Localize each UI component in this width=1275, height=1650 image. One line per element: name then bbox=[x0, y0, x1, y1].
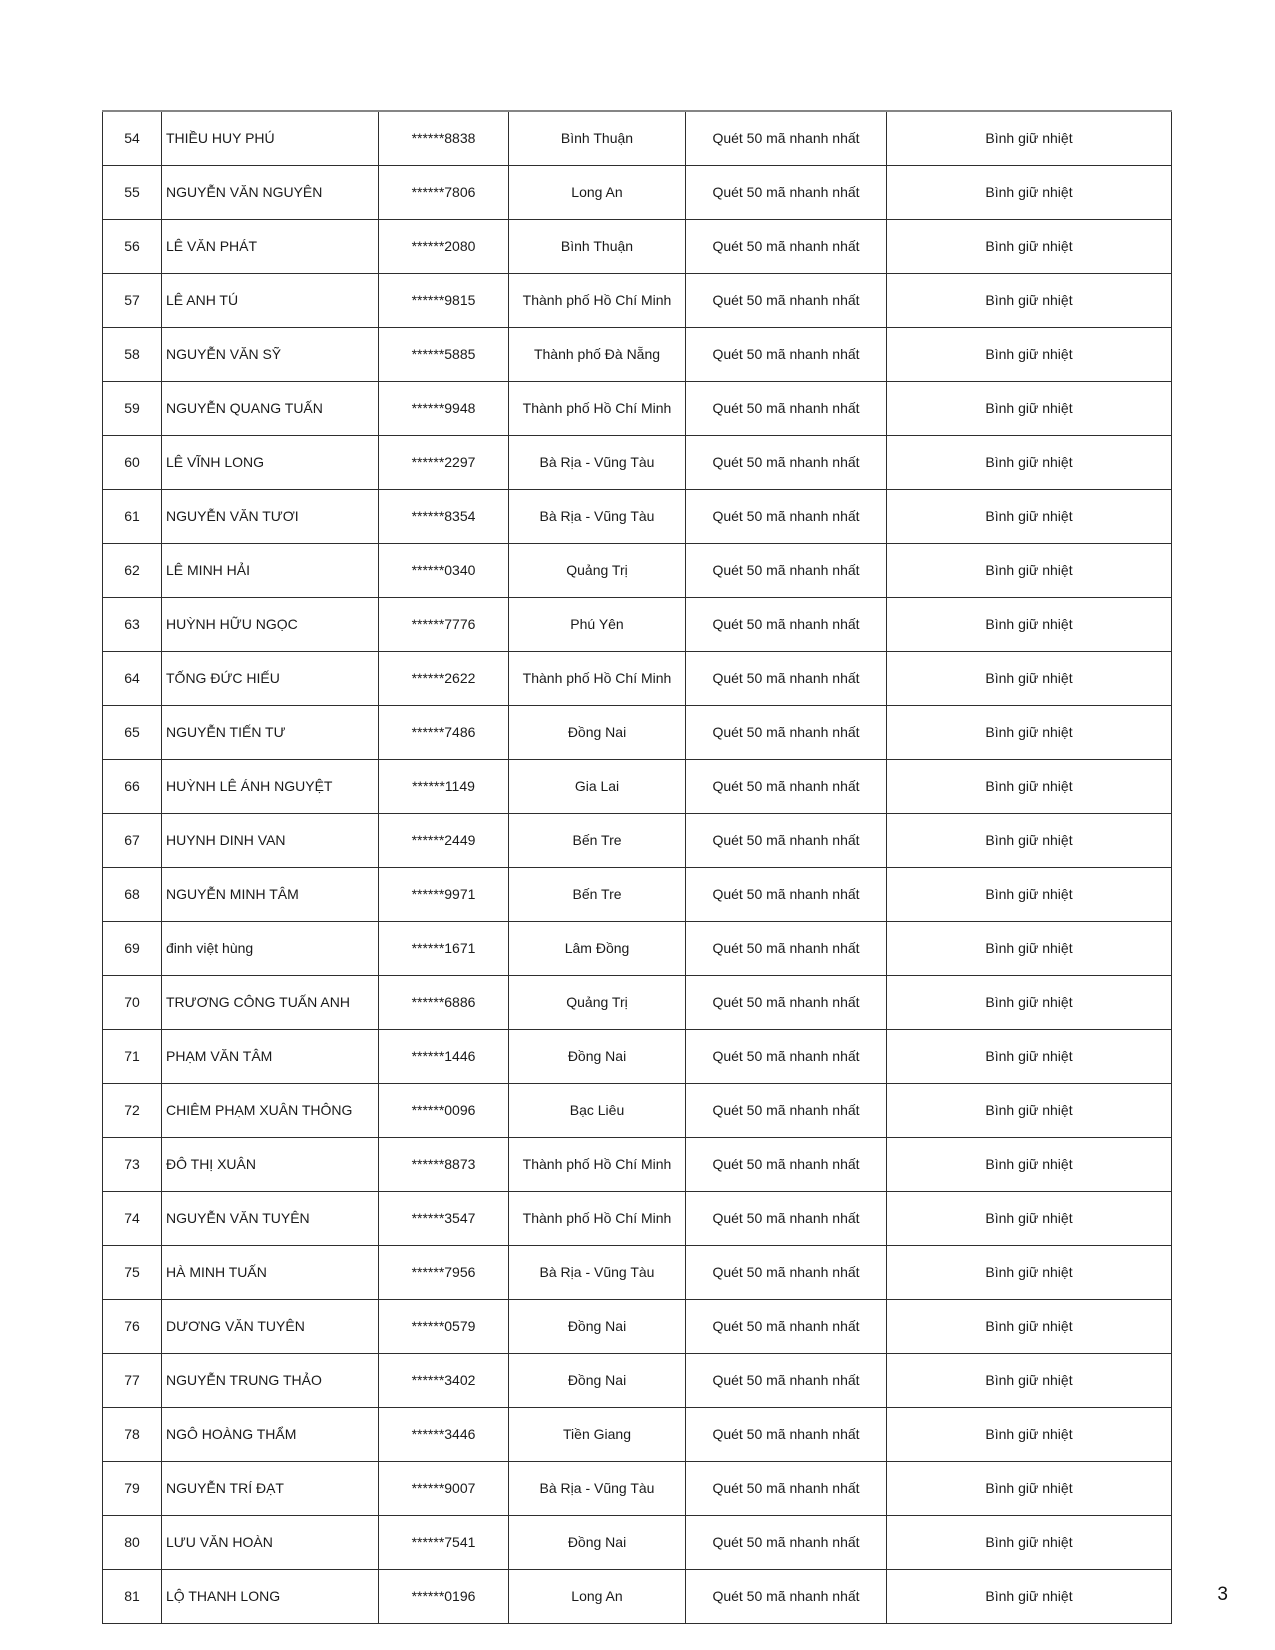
cell-winner-name: NGÔ HOÀNG THẨM bbox=[162, 1408, 379, 1462]
table-row bbox=[103, 382, 1172, 436]
table-row bbox=[103, 490, 1172, 544]
cell-winner-name: TRƯƠNG CÔNG TUẤN ANH bbox=[162, 976, 379, 1030]
cell-row-number: 71 bbox=[103, 1030, 162, 1084]
cell-winner-name: HUỲNH LÊ ÁNH NGUYỆT bbox=[162, 760, 379, 814]
cell-prize: Bình giữ nhiệt bbox=[887, 1462, 1172, 1516]
cell-criteria: Quét 50 mã nhanh nhất bbox=[686, 868, 887, 922]
cell-province: Đồng Nai bbox=[509, 1516, 686, 1570]
cell-province: Bình Thuận bbox=[509, 220, 686, 274]
cell-criteria: Quét 50 mã nhanh nhất bbox=[686, 1300, 887, 1354]
cell-prize: Bình giữ nhiệt bbox=[887, 598, 1172, 652]
cell-masked-phone: ******7541 bbox=[379, 1516, 509, 1570]
table-row bbox=[103, 1030, 1172, 1084]
cell-criteria: Quét 50 mã nhanh nhất bbox=[686, 166, 887, 220]
cell-row-number: 60 bbox=[103, 436, 162, 490]
cell-masked-phone: ******8873 bbox=[379, 1138, 509, 1192]
winners-table-body bbox=[103, 111, 1172, 1624]
cell-winner-name: LƯU VĂN HOÀN bbox=[162, 1516, 379, 1570]
cell-province: Bình Thuận bbox=[509, 111, 686, 166]
cell-prize: Bình giữ nhiệt bbox=[887, 544, 1172, 598]
cell-prize: Bình giữ nhiệt bbox=[887, 166, 1172, 220]
cell-masked-phone: ******0196 bbox=[379, 1570, 509, 1624]
cell-winner-name: NGUYỄN VĂN NGUYÊN bbox=[162, 166, 379, 220]
cell-masked-phone: ******2449 bbox=[379, 814, 509, 868]
cell-row-number: 70 bbox=[103, 976, 162, 1030]
table-row bbox=[103, 922, 1172, 976]
cell-winner-name: DƯƠNG VĂN TUYÊN bbox=[162, 1300, 379, 1354]
cell-masked-phone: ******1446 bbox=[379, 1030, 509, 1084]
cell-row-number: 58 bbox=[103, 328, 162, 382]
cell-winner-name: THIỀU HUY PHÚ bbox=[162, 111, 379, 166]
cell-province: Đồng Nai bbox=[509, 1354, 686, 1408]
table-row bbox=[103, 814, 1172, 868]
cell-criteria: Quét 50 mã nhanh nhất bbox=[686, 922, 887, 976]
cell-criteria: Quét 50 mã nhanh nhất bbox=[686, 1246, 887, 1300]
cell-winner-name: NGUYỄN VĂN TƯƠI bbox=[162, 490, 379, 544]
cell-province: Bến Tre bbox=[509, 814, 686, 868]
cell-prize: Bình giữ nhiệt bbox=[887, 652, 1172, 706]
cell-prize: Bình giữ nhiệt bbox=[887, 706, 1172, 760]
winners-table bbox=[102, 110, 1172, 1624]
cell-province: Long An bbox=[509, 1570, 686, 1624]
cell-row-number: 57 bbox=[103, 274, 162, 328]
table-row bbox=[103, 1408, 1172, 1462]
cell-province: Thành phố Đà Nẵng bbox=[509, 328, 686, 382]
table-row bbox=[103, 1516, 1172, 1570]
cell-winner-name: đinh việt hùng bbox=[162, 922, 379, 976]
cell-province: Tiền Giang bbox=[509, 1408, 686, 1462]
cell-criteria: Quét 50 mã nhanh nhất bbox=[686, 1462, 887, 1516]
cell-prize: Bình giữ nhiệt bbox=[887, 868, 1172, 922]
cell-winner-name: LÊ VĨNH LONG bbox=[162, 436, 379, 490]
cell-winner-name: NGUYỄN TIẾN TƯ bbox=[162, 706, 379, 760]
cell-masked-phone: ******0579 bbox=[379, 1300, 509, 1354]
cell-criteria: Quét 50 mã nhanh nhất bbox=[686, 111, 887, 166]
cell-masked-phone: ******1149 bbox=[379, 760, 509, 814]
cell-criteria: Quét 50 mã nhanh nhất bbox=[686, 1354, 887, 1408]
cell-province: Gia Lai bbox=[509, 760, 686, 814]
cell-province: Đồng Nai bbox=[509, 706, 686, 760]
cell-prize: Bình giữ nhiệt bbox=[887, 1300, 1172, 1354]
table-row bbox=[103, 652, 1172, 706]
cell-winner-name: HÀ MINH TUẤN bbox=[162, 1246, 379, 1300]
cell-masked-phone: ******7486 bbox=[379, 706, 509, 760]
table-row bbox=[103, 1138, 1172, 1192]
cell-province: Đồng Nai bbox=[509, 1300, 686, 1354]
table-row bbox=[103, 436, 1172, 490]
cell-winner-name: HUỲNH HỮU NGỌC bbox=[162, 598, 379, 652]
cell-winner-name: NGUYỄN TRUNG THẢO bbox=[162, 1354, 379, 1408]
cell-prize: Bình giữ nhiệt bbox=[887, 1354, 1172, 1408]
cell-winner-name: LÊ ANH TÚ bbox=[162, 274, 379, 328]
cell-row-number: 62 bbox=[103, 544, 162, 598]
cell-masked-phone: ******2080 bbox=[379, 220, 509, 274]
cell-winner-name: NGUYỄN MINH TÂM bbox=[162, 868, 379, 922]
cell-winner-name: LỘ THANH LONG bbox=[162, 1570, 379, 1624]
cell-row-number: 65 bbox=[103, 706, 162, 760]
cell-criteria: Quét 50 mã nhanh nhất bbox=[686, 760, 887, 814]
cell-row-number: 64 bbox=[103, 652, 162, 706]
cell-row-number: 73 bbox=[103, 1138, 162, 1192]
cell-row-number: 78 bbox=[103, 1408, 162, 1462]
cell-criteria: Quét 50 mã nhanh nhất bbox=[686, 652, 887, 706]
table-row bbox=[103, 1354, 1172, 1408]
table-row bbox=[103, 544, 1172, 598]
cell-masked-phone: ******5885 bbox=[379, 328, 509, 382]
cell-criteria: Quét 50 mã nhanh nhất bbox=[686, 1138, 887, 1192]
cell-province: Thành phố Hồ Chí Minh bbox=[509, 274, 686, 328]
cell-masked-phone: ******2297 bbox=[379, 436, 509, 490]
cell-criteria: Quét 50 mã nhanh nhất bbox=[686, 544, 887, 598]
cell-prize: Bình giữ nhiệt bbox=[887, 1138, 1172, 1192]
cell-masked-phone: ******1671 bbox=[379, 922, 509, 976]
cell-province: Bà Rịa - Vũng Tàu bbox=[509, 1246, 686, 1300]
cell-winner-name: NGUYỄN VĂN SỸ bbox=[162, 328, 379, 382]
table-row bbox=[103, 274, 1172, 328]
cell-criteria: Quét 50 mã nhanh nhất bbox=[686, 490, 887, 544]
cell-masked-phone: ******3547 bbox=[379, 1192, 509, 1246]
cell-row-number: 77 bbox=[103, 1354, 162, 1408]
cell-winner-name: NGUYỄN TRÍ ĐẠT bbox=[162, 1462, 379, 1516]
cell-masked-phone: ******7776 bbox=[379, 598, 509, 652]
cell-masked-phone: ******0096 bbox=[379, 1084, 509, 1138]
table-row bbox=[103, 220, 1172, 274]
cell-criteria: Quét 50 mã nhanh nhất bbox=[686, 328, 887, 382]
cell-criteria: Quét 50 mã nhanh nhất bbox=[686, 382, 887, 436]
cell-row-number: 72 bbox=[103, 1084, 162, 1138]
table-row bbox=[103, 166, 1172, 220]
cell-prize: Bình giữ nhiệt bbox=[887, 1408, 1172, 1462]
cell-prize: Bình giữ nhiệt bbox=[887, 382, 1172, 436]
table-row bbox=[103, 1462, 1172, 1516]
table-row bbox=[103, 1246, 1172, 1300]
cell-row-number: 69 bbox=[103, 922, 162, 976]
cell-masked-phone: ******3446 bbox=[379, 1408, 509, 1462]
cell-prize: Bình giữ nhiệt bbox=[887, 220, 1172, 274]
cell-province: Phú Yên bbox=[509, 598, 686, 652]
cell-winner-name: CHIÊM PHẠM XUÂN THÔNG bbox=[162, 1084, 379, 1138]
cell-criteria: Quét 50 mã nhanh nhất bbox=[686, 976, 887, 1030]
cell-criteria: Quét 50 mã nhanh nhất bbox=[686, 1516, 887, 1570]
cell-province: Bạc Liêu bbox=[509, 1084, 686, 1138]
cell-winner-name: LÊ MINH HẢI bbox=[162, 544, 379, 598]
cell-row-number: 76 bbox=[103, 1300, 162, 1354]
cell-prize: Bình giữ nhiệt bbox=[887, 490, 1172, 544]
cell-winner-name: NGUYỄN VĂN TUYÊN bbox=[162, 1192, 379, 1246]
cell-row-number: 68 bbox=[103, 868, 162, 922]
table-row bbox=[103, 868, 1172, 922]
cell-province: Bà Rịa - Vũng Tàu bbox=[509, 490, 686, 544]
cell-criteria: Quét 50 mã nhanh nhất bbox=[686, 1192, 887, 1246]
table-row bbox=[103, 111, 1172, 166]
cell-winner-name: NGUYỄN QUANG TUẤN bbox=[162, 382, 379, 436]
cell-criteria: Quét 50 mã nhanh nhất bbox=[686, 220, 887, 274]
cell-masked-phone: ******3402 bbox=[379, 1354, 509, 1408]
cell-prize: Bình giữ nhiệt bbox=[887, 1516, 1172, 1570]
cell-criteria: Quét 50 mã nhanh nhất bbox=[686, 814, 887, 868]
cell-row-number: 55 bbox=[103, 166, 162, 220]
cell-prize: Bình giữ nhiệt bbox=[887, 274, 1172, 328]
table-row bbox=[103, 328, 1172, 382]
cell-criteria: Quét 50 mã nhanh nhất bbox=[686, 1084, 887, 1138]
table-row bbox=[103, 598, 1172, 652]
cell-masked-phone: ******9815 bbox=[379, 274, 509, 328]
cell-masked-phone: ******9007 bbox=[379, 1462, 509, 1516]
cell-row-number: 67 bbox=[103, 814, 162, 868]
cell-province: Bến Tre bbox=[509, 868, 686, 922]
table-row bbox=[103, 760, 1172, 814]
cell-masked-phone: ******0340 bbox=[379, 544, 509, 598]
cell-province: Quảng Trị bbox=[509, 544, 686, 598]
cell-prize: Bình giữ nhiệt bbox=[887, 1246, 1172, 1300]
cell-masked-phone: ******7806 bbox=[379, 166, 509, 220]
cell-winner-name: PHẠM VĂN TÂM bbox=[162, 1030, 379, 1084]
cell-prize: Bình giữ nhiệt bbox=[887, 1570, 1172, 1624]
cell-province: Bà Rịa - Vũng Tàu bbox=[509, 436, 686, 490]
table-row bbox=[103, 1570, 1172, 1624]
cell-prize: Bình giữ nhiệt bbox=[887, 328, 1172, 382]
cell-winner-name: ĐÔ THỊ XUÂN bbox=[162, 1138, 379, 1192]
cell-masked-phone: ******8354 bbox=[379, 490, 509, 544]
table-row bbox=[103, 1084, 1172, 1138]
cell-prize: Bình giữ nhiệt bbox=[887, 111, 1172, 166]
cell-masked-phone: ******2622 bbox=[379, 652, 509, 706]
cell-row-number: 63 bbox=[103, 598, 162, 652]
cell-province: Lâm Đồng bbox=[509, 922, 686, 976]
cell-row-number: 61 bbox=[103, 490, 162, 544]
cell-prize: Bình giữ nhiệt bbox=[887, 1030, 1172, 1084]
cell-criteria: Quét 50 mã nhanh nhất bbox=[686, 1408, 887, 1462]
cell-prize: Bình giữ nhiệt bbox=[887, 436, 1172, 490]
cell-prize: Bình giữ nhiệt bbox=[887, 1084, 1172, 1138]
cell-masked-phone: ******6886 bbox=[379, 976, 509, 1030]
cell-province: Long An bbox=[509, 166, 686, 220]
cell-province: Thành phố Hồ Chí Minh bbox=[509, 1192, 686, 1246]
table-row bbox=[103, 976, 1172, 1030]
cell-prize: Bình giữ nhiệt bbox=[887, 976, 1172, 1030]
cell-province: Thành phố Hồ Chí Minh bbox=[509, 382, 686, 436]
cell-row-number: 79 bbox=[103, 1462, 162, 1516]
cell-criteria: Quét 50 mã nhanh nhất bbox=[686, 1570, 887, 1624]
cell-row-number: 74 bbox=[103, 1192, 162, 1246]
cell-criteria: Quét 50 mã nhanh nhất bbox=[686, 274, 887, 328]
cell-masked-phone: ******9971 bbox=[379, 868, 509, 922]
cell-masked-phone: ******7956 bbox=[379, 1246, 509, 1300]
cell-criteria: Quét 50 mã nhanh nhất bbox=[686, 1030, 887, 1084]
cell-row-number: 56 bbox=[103, 220, 162, 274]
cell-province: Thành phố Hồ Chí Minh bbox=[509, 652, 686, 706]
cell-masked-phone: ******9948 bbox=[379, 382, 509, 436]
cell-prize: Bình giữ nhiệt bbox=[887, 1192, 1172, 1246]
cell-province: Quảng Trị bbox=[509, 976, 686, 1030]
cell-criteria: Quét 50 mã nhanh nhất bbox=[686, 706, 887, 760]
cell-winner-name: LÊ VĂN PHÁT bbox=[162, 220, 379, 274]
cell-prize: Bình giữ nhiệt bbox=[887, 814, 1172, 868]
cell-winner-name: HUYNH DINH VAN bbox=[162, 814, 379, 868]
cell-province: Đồng Nai bbox=[509, 1030, 686, 1084]
cell-row-number: 59 bbox=[103, 382, 162, 436]
cell-prize: Bình giữ nhiệt bbox=[887, 922, 1172, 976]
cell-criteria: Quét 50 mã nhanh nhất bbox=[686, 436, 887, 490]
cell-row-number: 80 bbox=[103, 1516, 162, 1570]
cell-province: Thành phố Hồ Chí Minh bbox=[509, 1138, 686, 1192]
page-number: 3 bbox=[1217, 1584, 1228, 1605]
table-row bbox=[103, 1300, 1172, 1354]
cell-province: Bà Rịa - Vũng Tàu bbox=[509, 1462, 686, 1516]
table-row bbox=[103, 1192, 1172, 1246]
table-row bbox=[103, 706, 1172, 760]
cell-winner-name: TỐNG ĐỨC HIẾU bbox=[162, 652, 379, 706]
cell-row-number: 81 bbox=[103, 1570, 162, 1624]
cell-row-number: 75 bbox=[103, 1246, 162, 1300]
cell-criteria: Quét 50 mã nhanh nhất bbox=[686, 598, 887, 652]
cell-row-number: 66 bbox=[103, 760, 162, 814]
cell-masked-phone: ******8838 bbox=[379, 111, 509, 166]
cell-row-number: 54 bbox=[103, 111, 162, 166]
cell-prize: Bình giữ nhiệt bbox=[887, 760, 1172, 814]
